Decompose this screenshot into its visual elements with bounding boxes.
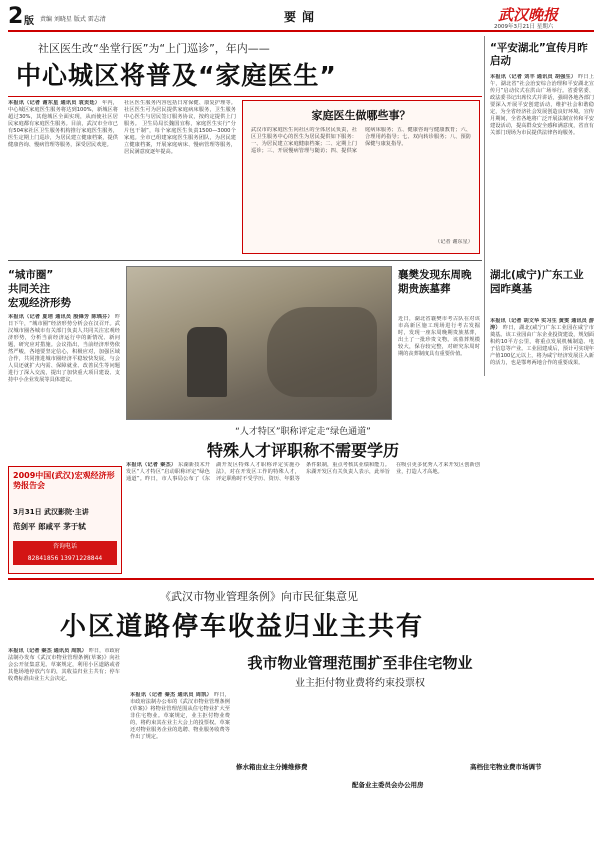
talent-kicker: “人才特区”职称评定走“绿色通道” — [235, 427, 371, 437]
bottom-sub-kicker: 业主拒付物业费将约束投票权 — [295, 678, 425, 689]
right-top-text: 昨日上午，湖北省“社会治安综合治理和平安湖北宣传月”启动仪式在洪山广场举行。省委常委、政法委书记出席仪式并讲话，强调各地各部门要深入开展平安创建活动，维护社会和谐稳定，为全省经济社会发展创造良好环境。宣传月期间，全省各地将广泛开展法制宣传和平安建设活动，提高群众安全感和满意度，省直有关部门现场为市民提供法律咨询服务。 — [490, 74, 594, 136]
talent-text: 东湖新技术开发区“人才特区”启动职称评定“绿色通道”。昨日，市人事局公布了《东湖开发区特殊人才职称评定实施办法》，对在开发区工作的特殊人才，评定职称时不受学历、资历、年限等条件限制，重点考核其业绩和能力。东湖开发区有关负责人表示，此举旨在吸引更多优秀人才来开发区创新创业，打造人才高地。 — [126, 462, 480, 482]
lead-body-1: 年内，中心城区家庭医生服务将达到100%，新城区将超过30%，其他城区全面实现，从而使社区居民家庭都有家庭医生服务。目前，武汉市全市已有504家社区卫生服务机构推行家庭医生服务，医生定期上门巡诊，为居民建立健康档案，提供健康咨询、慢病管理等服务，深受居民欢迎。 — [8, 100, 118, 148]
bottom-sub-text: 昨日，市政府法制办公布的《武汉市物业管理条例(草案)》将物业管理范围从住宅物业扩大至非住宅物业。草案规定，业主拒付物业费的，将约束其在业主大会上的投票权。草案还对物业服务企业的选聘、物业服务收费等作出了规定。 — [130, 692, 230, 740]
ad-phone: 82841856 13971228844 — [27, 555, 103, 562]
bottom-subsection-1: 修水箱由业主分摊维修费 — [236, 763, 308, 771]
right-top-byline: 本报讯（记者 刘丰 通讯员 胡强生） — [490, 74, 577, 80]
right-mid-byline: 本报讯（记者 胡文华 实习生 黄雯 通讯员 游涛） — [490, 318, 594, 331]
left-mid-byline: 本报讯（记者 夏培 通讯员 殷锋芳 陈瑀芬） — [8, 314, 113, 320]
lead-kicker: 社区医生改“坐堂行医”为“上门巡诊”，年内—— — [38, 42, 270, 55]
bottom-byline: 本报讯（记者 秦杰 通讯员 周凯） — [8, 648, 87, 654]
ad-date-line: 3月31日 武汉影院·主讲 — [13, 508, 89, 516]
ad-phone-box — [13, 541, 117, 565]
sidebar-title: 家庭医生做哪些事？ — [311, 109, 411, 122]
column-divider-right — [484, 36, 485, 376]
bottom-text: 昨日，市政府法制办发布《武汉市物业管理条例(草案)》向社会公开征集意见。草案规定，利用小区道路或者其他场地停放汽车的，其收益归业主共有；停车收费标准由业主大会决定。 — [8, 648, 120, 682]
bottom-subsection-2: 配备业主委员会办公用房 — [352, 781, 424, 789]
ad-phone-label: 咨询电话 — [52, 543, 77, 550]
lead-body-3: 卫生局局长魏国宜称，家庭医生实行“分片包干制”，每个家庭医生负责1500—3000个家庭。全市已组建家庭医生服务团队，为居民建立健康档案，开展家庭病床、慢病管理等服务，居民满意度逐年提高。 — [124, 121, 236, 155]
masthead-logo: 武汉晚报 — [498, 6, 559, 24]
lead-body-col2 — [124, 100, 236, 255]
talent-body — [126, 462, 480, 572]
right-mid-text: 昨日，湖北(咸宁)广东工业园在咸宁市奠基。该工业园由广东企业投资建设，规划面积约10平方公里，将重点发展机械制造、电子信息等产业。工业园建成后，预计可实现年产值100亿元以上，将为咸宁经济发展注入新的活力，也是鄂粤两地合作的重要成果。 — [490, 325, 594, 366]
lead-byline: 本报讯（记者 谢东星 通讯员 袁贡廷） — [8, 100, 101, 106]
bottom-sub-headline: 我市物业管理范围扩至非住宅物业 — [247, 654, 473, 672]
bottom-sub-byline: 本报讯（记者 秦杰 通讯员 周凯） — [130, 692, 213, 698]
photo-story-caption: 近日，湖北省襄樊市考古队在对该市高新区施工现场进行考古发掘时，发现一座东周晚期贵族墓葬，出土了一批珍贵文物。该墓葬规模较大，保存较完整，对研究东周时期的丧葬制度具有重要价值。 — [398, 316, 480, 357]
page-number: 2 — [8, 4, 24, 29]
page-header — [8, 4, 594, 30]
lead-body-col1 — [8, 100, 118, 255]
photo-figure — [187, 327, 227, 397]
advert-box[interactable] — [8, 466, 122, 574]
talent-byline: 本报讯（记者 秦杰） — [126, 462, 177, 468]
left-mid-headline-1: “城市圈” — [8, 269, 54, 281]
lead-underline — [8, 96, 482, 97]
bottom-kicker: 《武汉市物业管理条例》向市民征集意见 — [160, 590, 358, 603]
left-mid-headline-3: 宏观经济形势 — [8, 297, 71, 309]
excavation-photo — [126, 266, 392, 420]
right-mid-body — [490, 318, 594, 570]
bottom-subsection-3: 高档住宅物业费市场调节 — [470, 763, 542, 771]
left-mid-headline-2: 共同关注 — [8, 283, 50, 295]
bottom-filler-col4 — [470, 692, 590, 758]
section-rule-1 — [8, 260, 482, 261]
bottom-sub-col1 — [130, 692, 230, 844]
ad-title: 2009中国(武汉)宏观经济形势报告会 — [13, 471, 115, 490]
page-suffix: 版 — [24, 16, 34, 27]
right-top-headline: “平安湖北”宣传月昨启动 — [490, 42, 588, 67]
bottom-body — [8, 648, 120, 844]
issue-date: 2009年3月21日 星期六 — [494, 24, 554, 30]
left-mid-body — [8, 314, 120, 462]
right-top-body — [490, 74, 594, 250]
photo-story-headline: 襄樊发现东周晚期贵族墓葬 — [398, 269, 472, 295]
bottom-headline: 小区道路停车收益归业主共有 — [60, 612, 425, 642]
lead-headline: 中心城区将普及“家庭医生” — [16, 61, 337, 90]
section-title: 要闻 — [284, 10, 321, 24]
sidebar-byline: （记者 谢东星） — [435, 239, 473, 245]
editors-credit: 责编 刘晓星 版式 雷志清 — [40, 16, 106, 23]
section-rule-2 — [8, 578, 594, 580]
lead-sidebar-box — [242, 100, 480, 254]
left-mid-text: 昨日下午，“城市圈”经济形势分析会在汉召开。武汉城市圈各城市有关部门负责人共同关注宏观经济形势，分析当前经济运行中的新情况、新问题，研究应对措施。会议指出，当前经济形势依然严峻，各地要坚定信心，积极应对，加强区域合作，共同推进城市圈经济平稳较快发展。与会人员还就扩大内需、保障就业、改善民生等问题进行了深入交流，提出了加快重大项目建设、支持中小企业发展等具体建议。 — [8, 314, 120, 383]
right-mid-headline: 湖北(咸宁)广东工业园昨奠基 — [490, 269, 584, 295]
photo-tomb — [267, 307, 377, 397]
header-rule — [8, 30, 594, 32]
lead-body-2: 社区医生服务内容包括日常保健、康复护理等。社区医生可为居民提供家庭病床服务，卫生服务中心医生与居民签订服务协议，按约定提供上门服务。 — [124, 100, 236, 127]
bottom-filler-col3 — [352, 692, 462, 776]
bottom-filler-col2 — [236, 692, 346, 758]
talent-headline: 特殊人才评职称不需要学历 — [206, 441, 399, 460]
ad-speaker: 范剑平 郎咸平 茅于轼 — [13, 522, 86, 531]
sidebar-text: 武汉市的家庭医生向社区的全体居民负责，社区卫生服务中心的医生为居民提供如下服务：一、为居民建立家庭健康档案；二、定期上门巡诊；三、开展慢病管理与随访；四、提供家庭病床服务；五、健康咨询与健康教育；六、合理用药指导；七、双向转诊服务；八、预防保健与康复指导。 — [251, 127, 471, 154]
left-mid-headline — [8, 268, 120, 310]
